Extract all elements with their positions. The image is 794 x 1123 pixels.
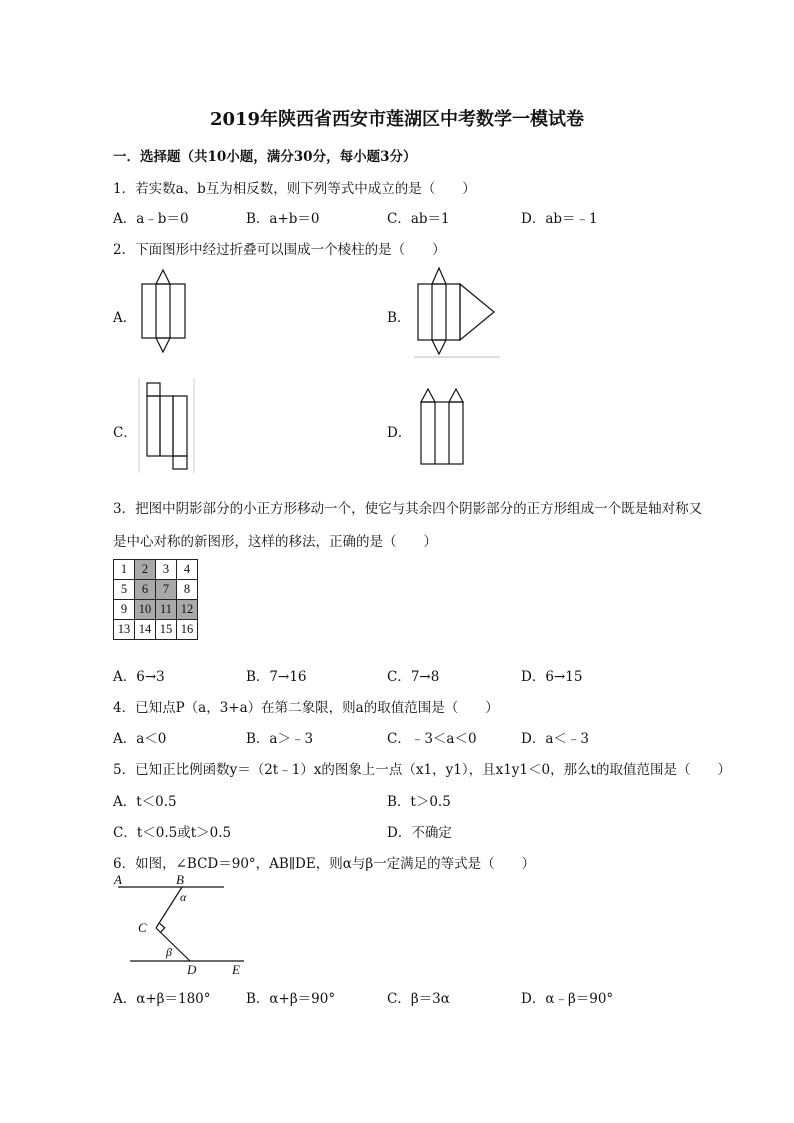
grid-cell: 16 — [177, 620, 198, 640]
point-d-label: D — [187, 962, 197, 977]
point-e-label: E — [232, 962, 240, 977]
q6-option-c: C．β＝3α — [387, 991, 450, 1007]
net-figure-b — [412, 266, 502, 358]
question-6-stem: 6．如图，∠BCD＝90°，AB∥DE，则α与β一定满足的等式是（ ） — [113, 856, 536, 872]
grid-cell-shaded: 6 — [135, 580, 156, 600]
question-5-stem: 5．已知正比例函数y＝（2t﹣1）x的图象上一点（x1，y1），且x1y1＜0，那么t的取值范围是（ ） — [113, 762, 732, 778]
q4-option-a: A．a＜0 — [113, 731, 167, 747]
q1-option-d: D．ab＝﹣1 — [521, 211, 598, 227]
alpha-label: α — [180, 890, 187, 904]
q2-option-d: D． — [387, 425, 412, 441]
grid-cell-shaded: 7 — [156, 580, 177, 600]
q6-option-a: A．α+β＝180° — [113, 991, 211, 1007]
q4-option-c: C．﹣3＜a＜0 — [387, 731, 477, 747]
q6-option-d: D．α﹣β＝90° — [521, 991, 614, 1007]
q4-option-b: B．a＞﹣3 — [246, 731, 314, 747]
net-figure-c — [138, 378, 198, 474]
point-a-label: A — [114, 872, 122, 887]
point-c-label: C — [138, 920, 147, 935]
q5-option-b: B．t＞0.5 — [387, 794, 451, 810]
question-4-stem: 4．已知点P（a，3+a）在第二象限，则a的取值范围是（ ） — [113, 700, 499, 716]
q3-option-b: B．7→16 — [246, 669, 307, 685]
page-title: 2019年陕西省西安市莲湖区中考数学一模试卷 — [209, 109, 585, 130]
q2-option-c: C． — [113, 425, 137, 441]
q5-option-d: D．不确定 — [387, 825, 452, 841]
q3-option-d: D．6→15 — [521, 669, 583, 685]
q1-option-a: A．a﹣b＝0 — [113, 211, 189, 227]
grid-cell: 4 — [177, 560, 198, 580]
q4-option-d: D．a＜﹣3 — [521, 731, 589, 747]
grid-cell-shaded: 2 — [135, 560, 156, 580]
grid-cell: 14 — [135, 620, 156, 640]
q5-option-a: A．t＜0.5 — [113, 794, 177, 810]
question-2-stem: 2．下面图形中经过折叠可以围成一个棱柱的是（ ） — [113, 242, 446, 258]
net-figure-d — [418, 385, 470, 467]
grid-cell-shaded: 11 — [156, 600, 177, 620]
grid-cell: 5 — [114, 580, 135, 600]
q5-option-c: C．t＜0.5或t＞0.5 — [113, 825, 232, 841]
number-grid — [113, 559, 198, 640]
q2-option-a: A． — [113, 310, 137, 326]
q3-option-a: A．6→3 — [113, 669, 165, 685]
question-3-stem-line2: 是中心对称的新图形，这样的移法，正确的是（ ） — [113, 534, 437, 550]
grid-cell: 9 — [114, 600, 135, 620]
point-b-label: B — [176, 872, 184, 887]
grid-cell: 3 — [156, 560, 177, 580]
q3-option-c: C．7→8 — [387, 669, 440, 685]
net-figure-a — [140, 268, 190, 354]
grid-cell: 15 — [156, 620, 177, 640]
grid-cell: 8 — [177, 580, 198, 600]
question-3-stem-line1: 3．把图中阴影部分的小正方形移动一个，使它与其余四个阴影部分的正方形组成一个既是轴对称又 — [113, 501, 703, 517]
q1-option-c: C．ab＝1 — [387, 211, 450, 227]
q1-option-b: B．a+b＝0 — [246, 211, 320, 227]
grid-cell: 13 — [114, 620, 135, 640]
q6-option-b: B．α+β＝90° — [246, 991, 336, 1007]
grid-cell-shaded: 12 — [177, 600, 198, 620]
grid-cell: 1 — [114, 560, 135, 580]
grid-cell-shaded: 10 — [135, 600, 156, 620]
q2-option-b: B． — [387, 310, 411, 326]
beta-label: β — [166, 945, 172, 959]
question-1-stem: 1．若实数a、b互为相反数，则下列等式中成立的是（ ） — [113, 181, 476, 197]
section-heading: 一．选择题（共10小题，满分30分，每小题3分） — [113, 149, 417, 165]
